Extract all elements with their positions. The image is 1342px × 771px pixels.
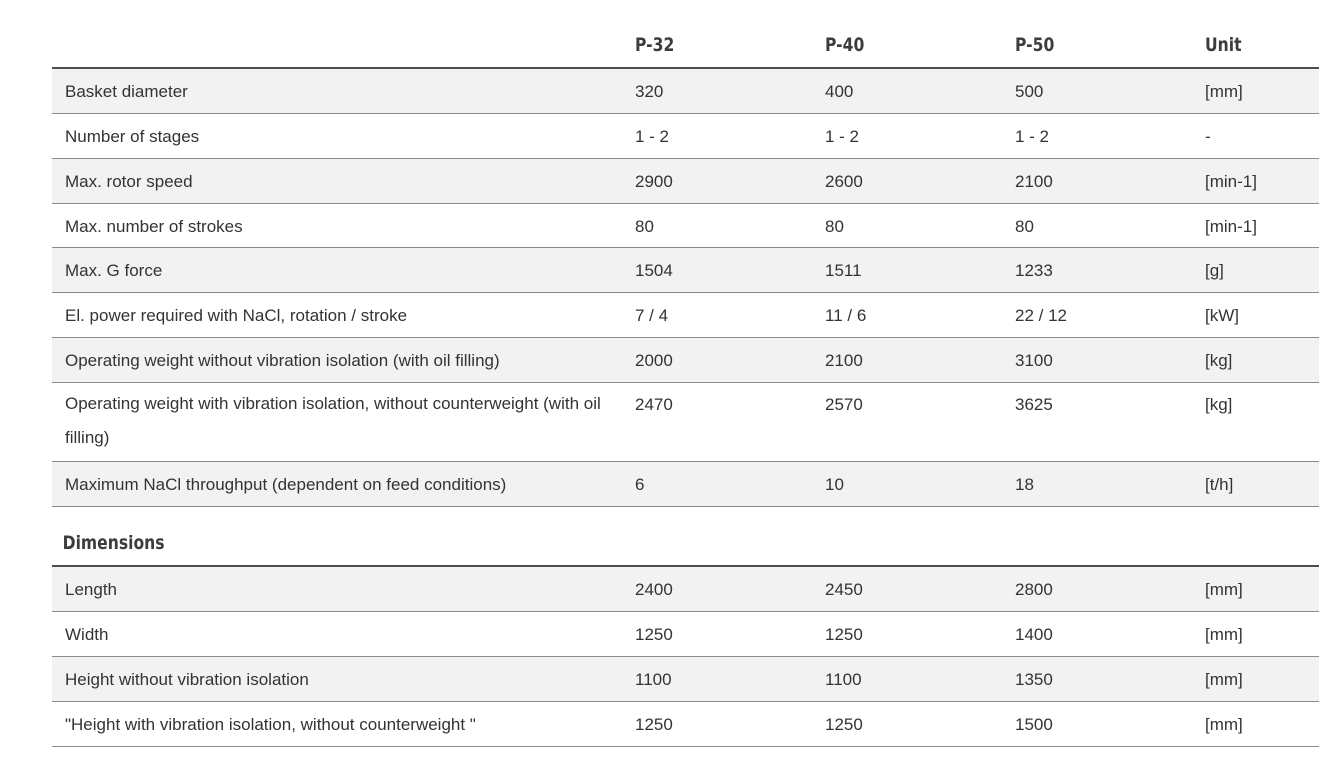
row-value-p40: 1 - 2: [825, 127, 860, 146]
table-row: [52, 69, 1319, 114]
row-value-p50: 18: [1015, 475, 1034, 494]
table-row: [52, 702, 1319, 747]
row-unit: [mm]: [1205, 82, 1243, 101]
row-value-p50: 2800: [1015, 580, 1053, 599]
row-value-p40: 10: [825, 475, 844, 494]
row-value-p50: 2100: [1015, 172, 1053, 191]
table-row: [52, 159, 1319, 204]
header-p40: P-40: [825, 34, 865, 56]
table-row: [52, 612, 1319, 657]
header-p32: P-32: [635, 34, 675, 56]
row-unit: [mm]: [1205, 625, 1243, 644]
row-value-p32: 80: [635, 217, 654, 236]
row-label: Length: [65, 580, 117, 599]
table-row: [52, 248, 1319, 293]
row-value-p50: 500: [1015, 82, 1044, 101]
row-unit: [kg]: [1205, 395, 1233, 414]
row-unit: [min-1]: [1205, 172, 1257, 191]
header-p50: P-50: [1015, 34, 1055, 56]
row-value-p50: 1 - 2: [1015, 127, 1050, 146]
row-value-p50: 1233: [1015, 261, 1053, 280]
header-unit: Unit: [1205, 34, 1242, 56]
row-value-p32: 1250: [635, 715, 673, 734]
row-value-p40: 1250: [825, 625, 863, 644]
row-unit: [g]: [1205, 261, 1224, 280]
row-unit: [mm]: [1205, 670, 1243, 689]
specifications-table: [52, 0, 1319, 747]
row-value-p32: 320: [635, 82, 664, 101]
row-value-p32: 2900: [635, 172, 673, 191]
row-value-p32: 7 / 4: [635, 306, 669, 325]
row-unit: [mm]: [1205, 715, 1243, 734]
row-label: Width: [65, 625, 109, 644]
table-row: [52, 462, 1319, 507]
row-label: Number of stages: [65, 127, 200, 146]
row-value-p32: 2000: [635, 351, 673, 370]
row-value-p40: 2100: [825, 351, 863, 370]
table-row: [52, 293, 1319, 338]
row-value-p32: 1100: [635, 670, 672, 689]
row-value-p40: 1100: [825, 670, 862, 689]
row-label: Height without vibration isolation: [65, 670, 309, 689]
row-label: Operating weight with vibration isolation, without counterweight (with oil filling): [65, 394, 601, 447]
row-value-p40: 2570: [825, 395, 863, 414]
row-unit: [min-1]: [1205, 217, 1257, 236]
row-value-p40: 2600: [825, 172, 863, 191]
row-unit: [mm]: [1205, 580, 1243, 599]
row-value-p40: 1511: [825, 261, 862, 280]
row-label: Max. number of strokes: [65, 217, 243, 236]
row-label: Basket diameter: [65, 82, 188, 101]
table-row: [52, 114, 1319, 159]
row-value-p40: 11 / 6: [825, 306, 867, 325]
table-row: [52, 657, 1319, 702]
row-value-p40: 2450: [825, 580, 863, 599]
row-label: Max. rotor speed: [65, 172, 193, 191]
row-value-p50: 80: [1015, 217, 1034, 236]
table-row: [52, 338, 1319, 383]
row-unit: [kg]: [1205, 351, 1233, 370]
row-label: El. power required with NaCl, rotation / stroke: [65, 306, 408, 325]
section-title: Dimensions: [62, 532, 165, 554]
table-row: [52, 567, 1319, 612]
row-value-p32: 1504: [635, 261, 673, 280]
row-value-p50: 1500: [1015, 715, 1053, 734]
row-unit: -: [1205, 127, 1211, 146]
row-value-p40: 80: [825, 217, 844, 236]
row-label: Maximum NaCl throughput (dependent on feed conditions): [65, 475, 507, 494]
table-row: [52, 204, 1319, 248]
row-value-p32: 1 - 2: [635, 127, 670, 146]
row-value-p50: 22 / 12: [1015, 306, 1067, 325]
table-header: [52, 0, 1319, 69]
row-value-p32: 2470: [635, 395, 673, 414]
row-label: Max. G force: [65, 261, 163, 280]
row-value-p32: 1250: [635, 625, 673, 644]
row-label: Operating weight without vibration isolation (with oil filling): [65, 351, 500, 370]
row-value-p50: 3625: [1015, 395, 1053, 414]
row-unit: [kW]: [1205, 306, 1239, 325]
dimensions-section-header: [52, 507, 1319, 567]
header-label: [52, 56, 530, 67]
row-value-p32: 2400: [635, 580, 673, 599]
row-value-p32: 6: [635, 475, 645, 494]
row-value-p50: 3100: [1015, 351, 1053, 370]
row-value-p40: 400: [825, 82, 854, 101]
row-value-p50: 1350: [1015, 670, 1053, 689]
table-row: [52, 383, 1319, 462]
row-unit: [t/h]: [1205, 475, 1234, 494]
row-value-p40: 1250: [825, 715, 863, 734]
row-value-p50: 1400: [1015, 625, 1053, 644]
row-label: "Height with vibration isolation, without counterweight ": [65, 715, 476, 734]
